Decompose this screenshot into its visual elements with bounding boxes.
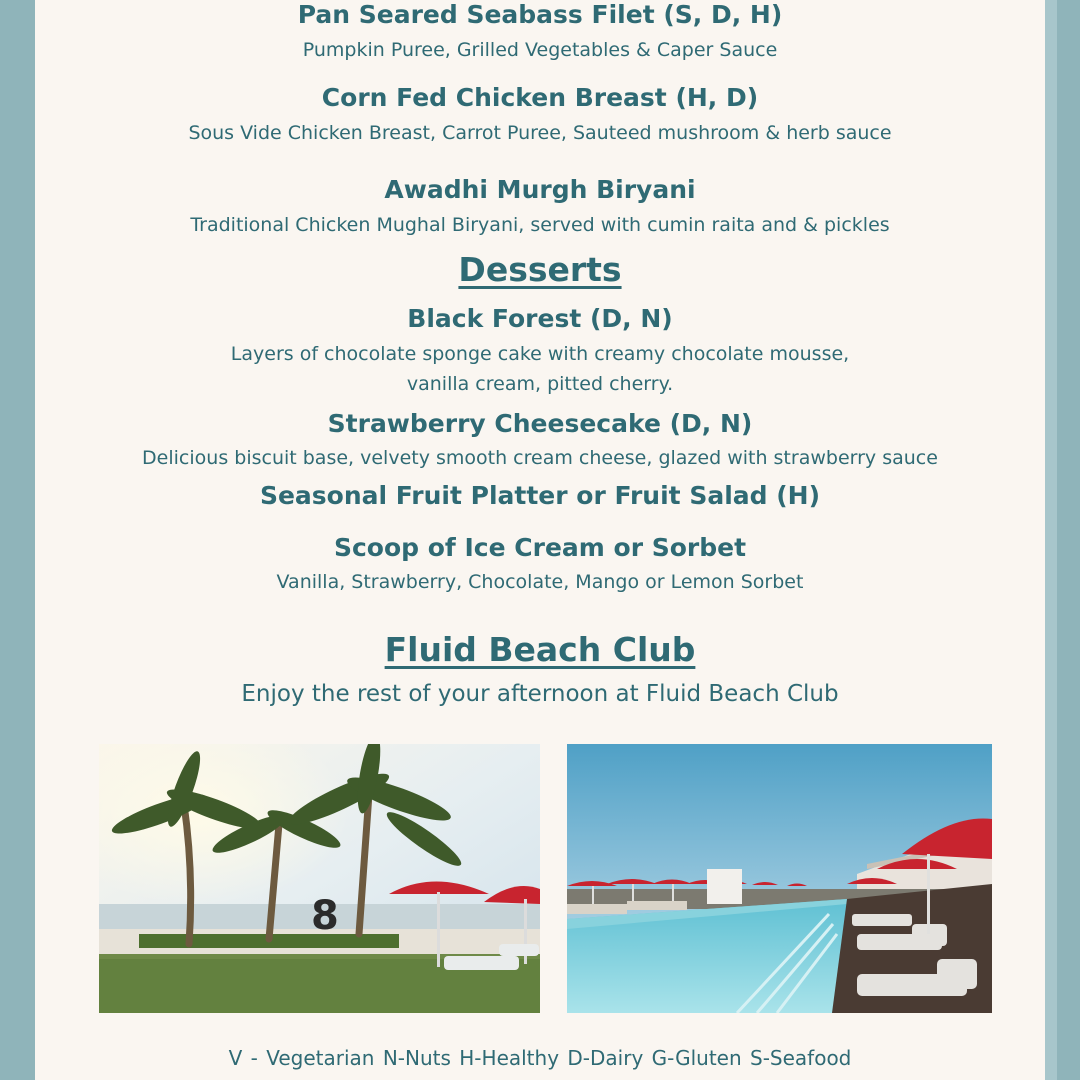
dish-desc-biryani: Traditional Chicken Mughal Biryani, served with cumin raita and & pickles xyxy=(190,214,890,236)
beach-photo xyxy=(99,744,540,1013)
dish-desc-black-forest-2: vanilla cream, pitted cherry. xyxy=(406,373,674,395)
dish-title-black-forest: Black Forest (D, N) xyxy=(407,304,673,333)
dish-title-chicken: Corn Fed Chicken Breast (H, D) xyxy=(321,83,759,112)
dish-title-cheesecake: Strawberry Cheesecake (D, N) xyxy=(327,409,753,438)
club-heading: Fluid Beach Club xyxy=(384,630,696,669)
dish-desc-seabass: Pumpkin Puree, Grilled Vegetables & Caper Sauce xyxy=(302,39,778,61)
frame-left xyxy=(0,0,35,1080)
pool-photo xyxy=(567,744,992,1013)
dish-desc-ice-cream: Vanilla, Strawberry, Chocolate, Mango or Lemon Sorbet xyxy=(276,571,804,593)
frame-right xyxy=(1045,0,1080,1080)
menu-card xyxy=(35,0,1045,1080)
dish-desc-cheesecake: Delicious biscuit base, velvety smooth cream cheese, glazed with strawberry sauce xyxy=(142,447,938,469)
dish-title-fruit: Seasonal Fruit Platter or Fruit Salad (H) xyxy=(259,481,821,510)
dish-title-seabass: Pan Seared Seabass Filet (S, D, H) xyxy=(297,0,783,29)
dish-desc-black-forest-1: Layers of chocolate sponge cake with creamy chocolate mousse, xyxy=(230,343,850,365)
dish-title-ice-cream: Scoop of Ice Cream or Sorbet xyxy=(333,533,747,562)
desserts-heading: Desserts xyxy=(458,250,622,289)
dish-desc-chicken: Sous Vide Chicken Breast, Carrot Puree, Sauteed mushroom & herb sauce xyxy=(188,122,892,144)
allergen-legend: V - Vegetarian N-Nuts H-Healthy D-Dairy G-Gluten S-Seafood xyxy=(228,1046,852,1070)
dish-title-biryani: Awadhi Murgh Biryani xyxy=(384,175,696,204)
club-subtitle: Enjoy the rest of your afternoon at Fluid Beach Club xyxy=(241,681,839,707)
svg-text:8: 8 xyxy=(311,893,339,939)
